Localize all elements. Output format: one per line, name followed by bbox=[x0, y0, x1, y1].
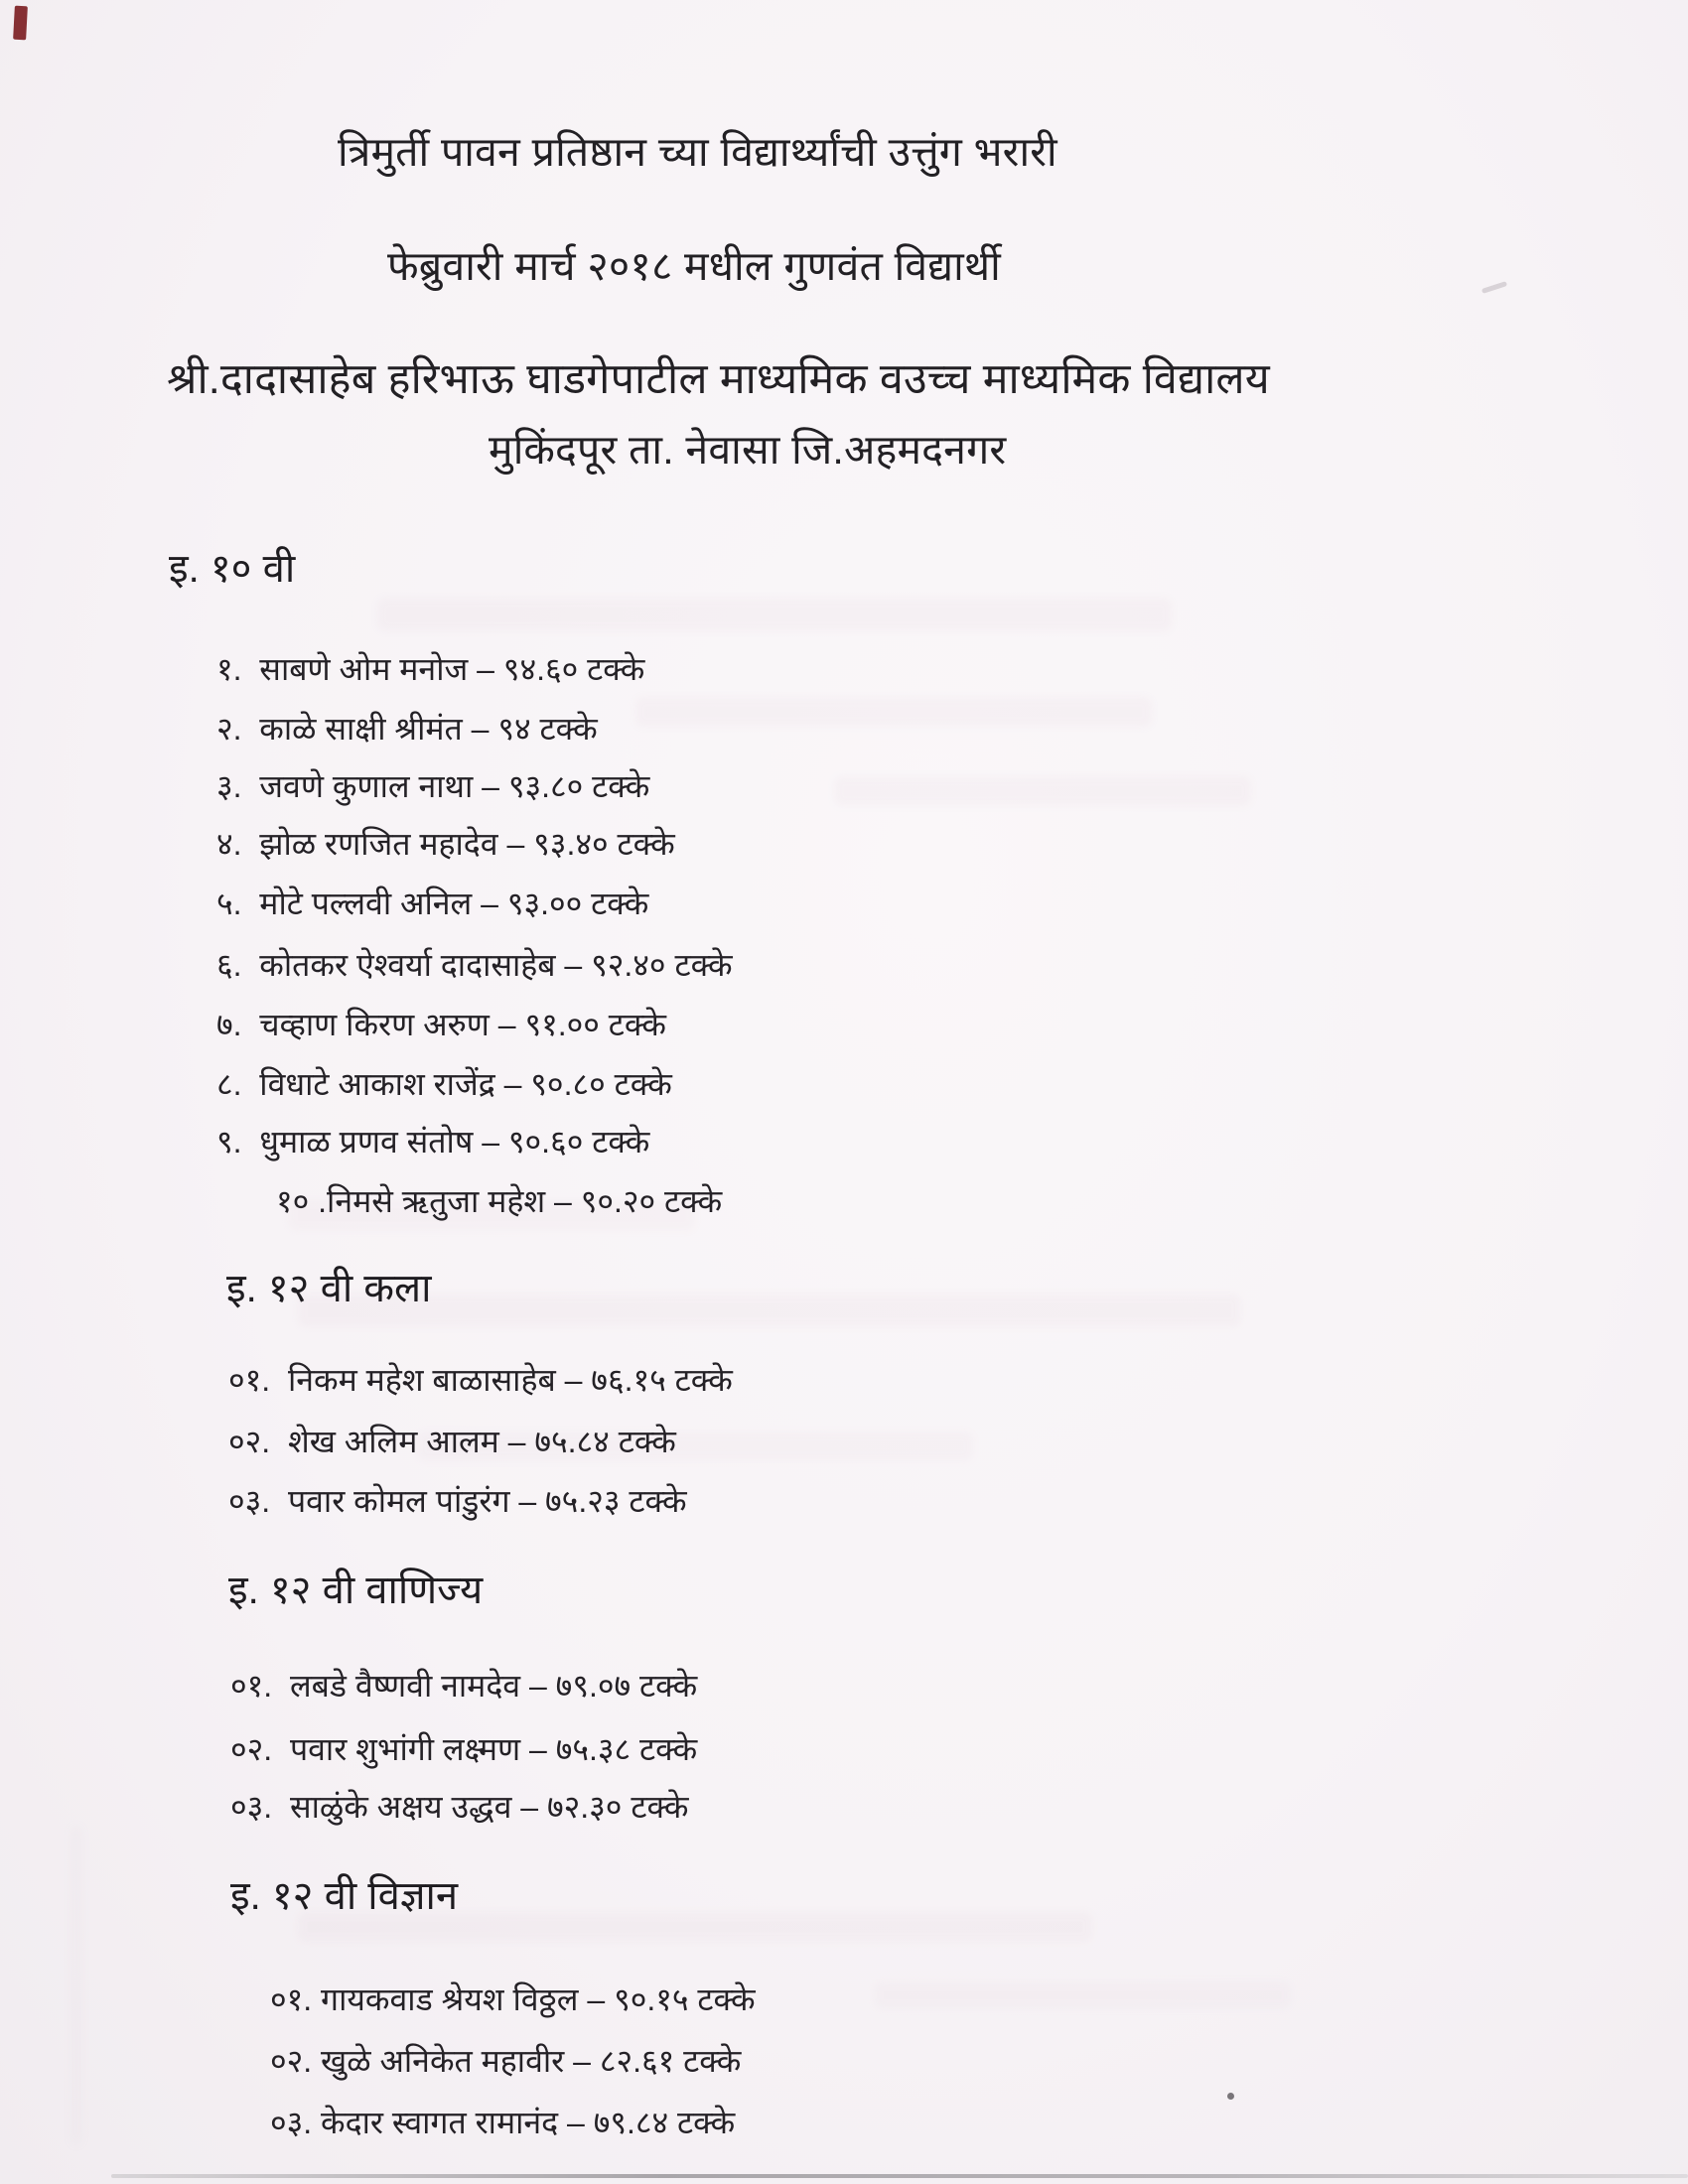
section-heading-class-12-commerce: इ. १२ वी वाणिज्य bbox=[228, 1569, 484, 1612]
student-result-item: १. साबणे ओम मनोज – ९४.६० टक्के bbox=[216, 651, 645, 687]
document-title: त्रिमुर्ती पावन प्रतिष्ठान च्या विद्यार्थ्यांची उत्तुंग भरारी bbox=[338, 129, 1057, 175]
student-result-item: ०२. पवार शुभांगी लक्ष्मण – ७५.३८ टक्के bbox=[230, 1731, 698, 1767]
student-result-item: ०१. गायकवाड श्रेयश विठ्ठल – ९०.१५ टक्के bbox=[270, 1981, 756, 2017]
student-result-item: ५. मोटे पल्लवी अनिल – ९३.०० टक्के bbox=[216, 886, 649, 921]
student-result-item: ८. विधाटे आकाश राजेंद्र – ९०.८० टक्के bbox=[216, 1066, 672, 1102]
student-result-item: ०१. निकम महेश बाळासाहेब – ७६.१५ टक्के bbox=[228, 1362, 733, 1398]
student-result-item: ०२. खुळे अनिकेत महावीर – ८२.६१ टक्के bbox=[270, 2043, 742, 2079]
student-result-item: ७. चव्हाण किरण अरुण – ९१.०० टक्के bbox=[216, 1007, 666, 1042]
student-result-item: ६. कोतकर ऐश्वर्या दादासाहेब – ९२.४० टक्के bbox=[216, 947, 733, 983]
section-heading-class-12-science: इ. १२ वी विज्ञान bbox=[230, 1874, 459, 1918]
student-result-item: ०३. केदार स्वागत रामानंद – ७९.८४ टक्के bbox=[270, 2105, 736, 2140]
section-heading-class-10: इ. १० वी bbox=[169, 547, 296, 591]
ink-speck bbox=[1227, 2093, 1234, 2100]
scan-smudge bbox=[1481, 281, 1507, 294]
student-result-item: ०१. लबडे वैष्णवी नामदेव – ७९.०७ टक्के bbox=[230, 1668, 698, 1704]
bleedthrough-smudge bbox=[874, 1981, 1291, 2009]
student-result-item: १० .निमसे ऋतुजा महेश – ९०.२० टक्के bbox=[276, 1183, 723, 1219]
red-ink-corner-mark bbox=[13, 6, 28, 41]
paper-fold-streak bbox=[71, 1827, 81, 2144]
scan-edge-line bbox=[111, 2174, 1688, 2178]
student-result-item: २. काळे साक्षी श्रीमंत – ९४ टक्के bbox=[216, 711, 598, 747]
student-result-item: ०२. शेख अलिम आलम – ७५.८४ टक्के bbox=[228, 1424, 676, 1459]
bleedthrough-smudge bbox=[298, 1294, 1241, 1327]
student-result-item: ०३. पवार कोमल पांडुरंग – ७५.२३ टक्के bbox=[228, 1483, 687, 1519]
school-address: मुकिंदपूर ता. नेवासा जि.अहमदनगर bbox=[489, 427, 1007, 473]
student-result-item: ९. धुमाळ प्रणव संतोष – ९०.६० टक्के bbox=[216, 1124, 650, 1160]
bleedthrough-smudge bbox=[834, 776, 1251, 806]
bleedthrough-smudge bbox=[635, 697, 1152, 727]
bleedthrough-smudge bbox=[377, 598, 1172, 631]
section-heading-class-12-arts: इ. १२ वी कला bbox=[226, 1267, 432, 1310]
student-result-item: ४. झोळ रणजित महादेव – ९३.४० टक्के bbox=[216, 826, 675, 862]
student-result-item: ३. जवणे कुणाल नाथा – ९३.८० टक्के bbox=[216, 768, 650, 804]
school-name: श्री.दादासाहेब हरिभाऊ घाडगेपाटील माध्यमिक वउच्च माध्यमिक विद्यालय bbox=[167, 355, 1270, 403]
document-subtitle: फेब्रुवारी मार्च २०१८ मधील गुणवंत विद्यार्थी bbox=[387, 243, 1001, 289]
student-result-item: ०३. साळुंके अक्षय उद्धव – ७२.३० टक्के bbox=[230, 1789, 689, 1825]
